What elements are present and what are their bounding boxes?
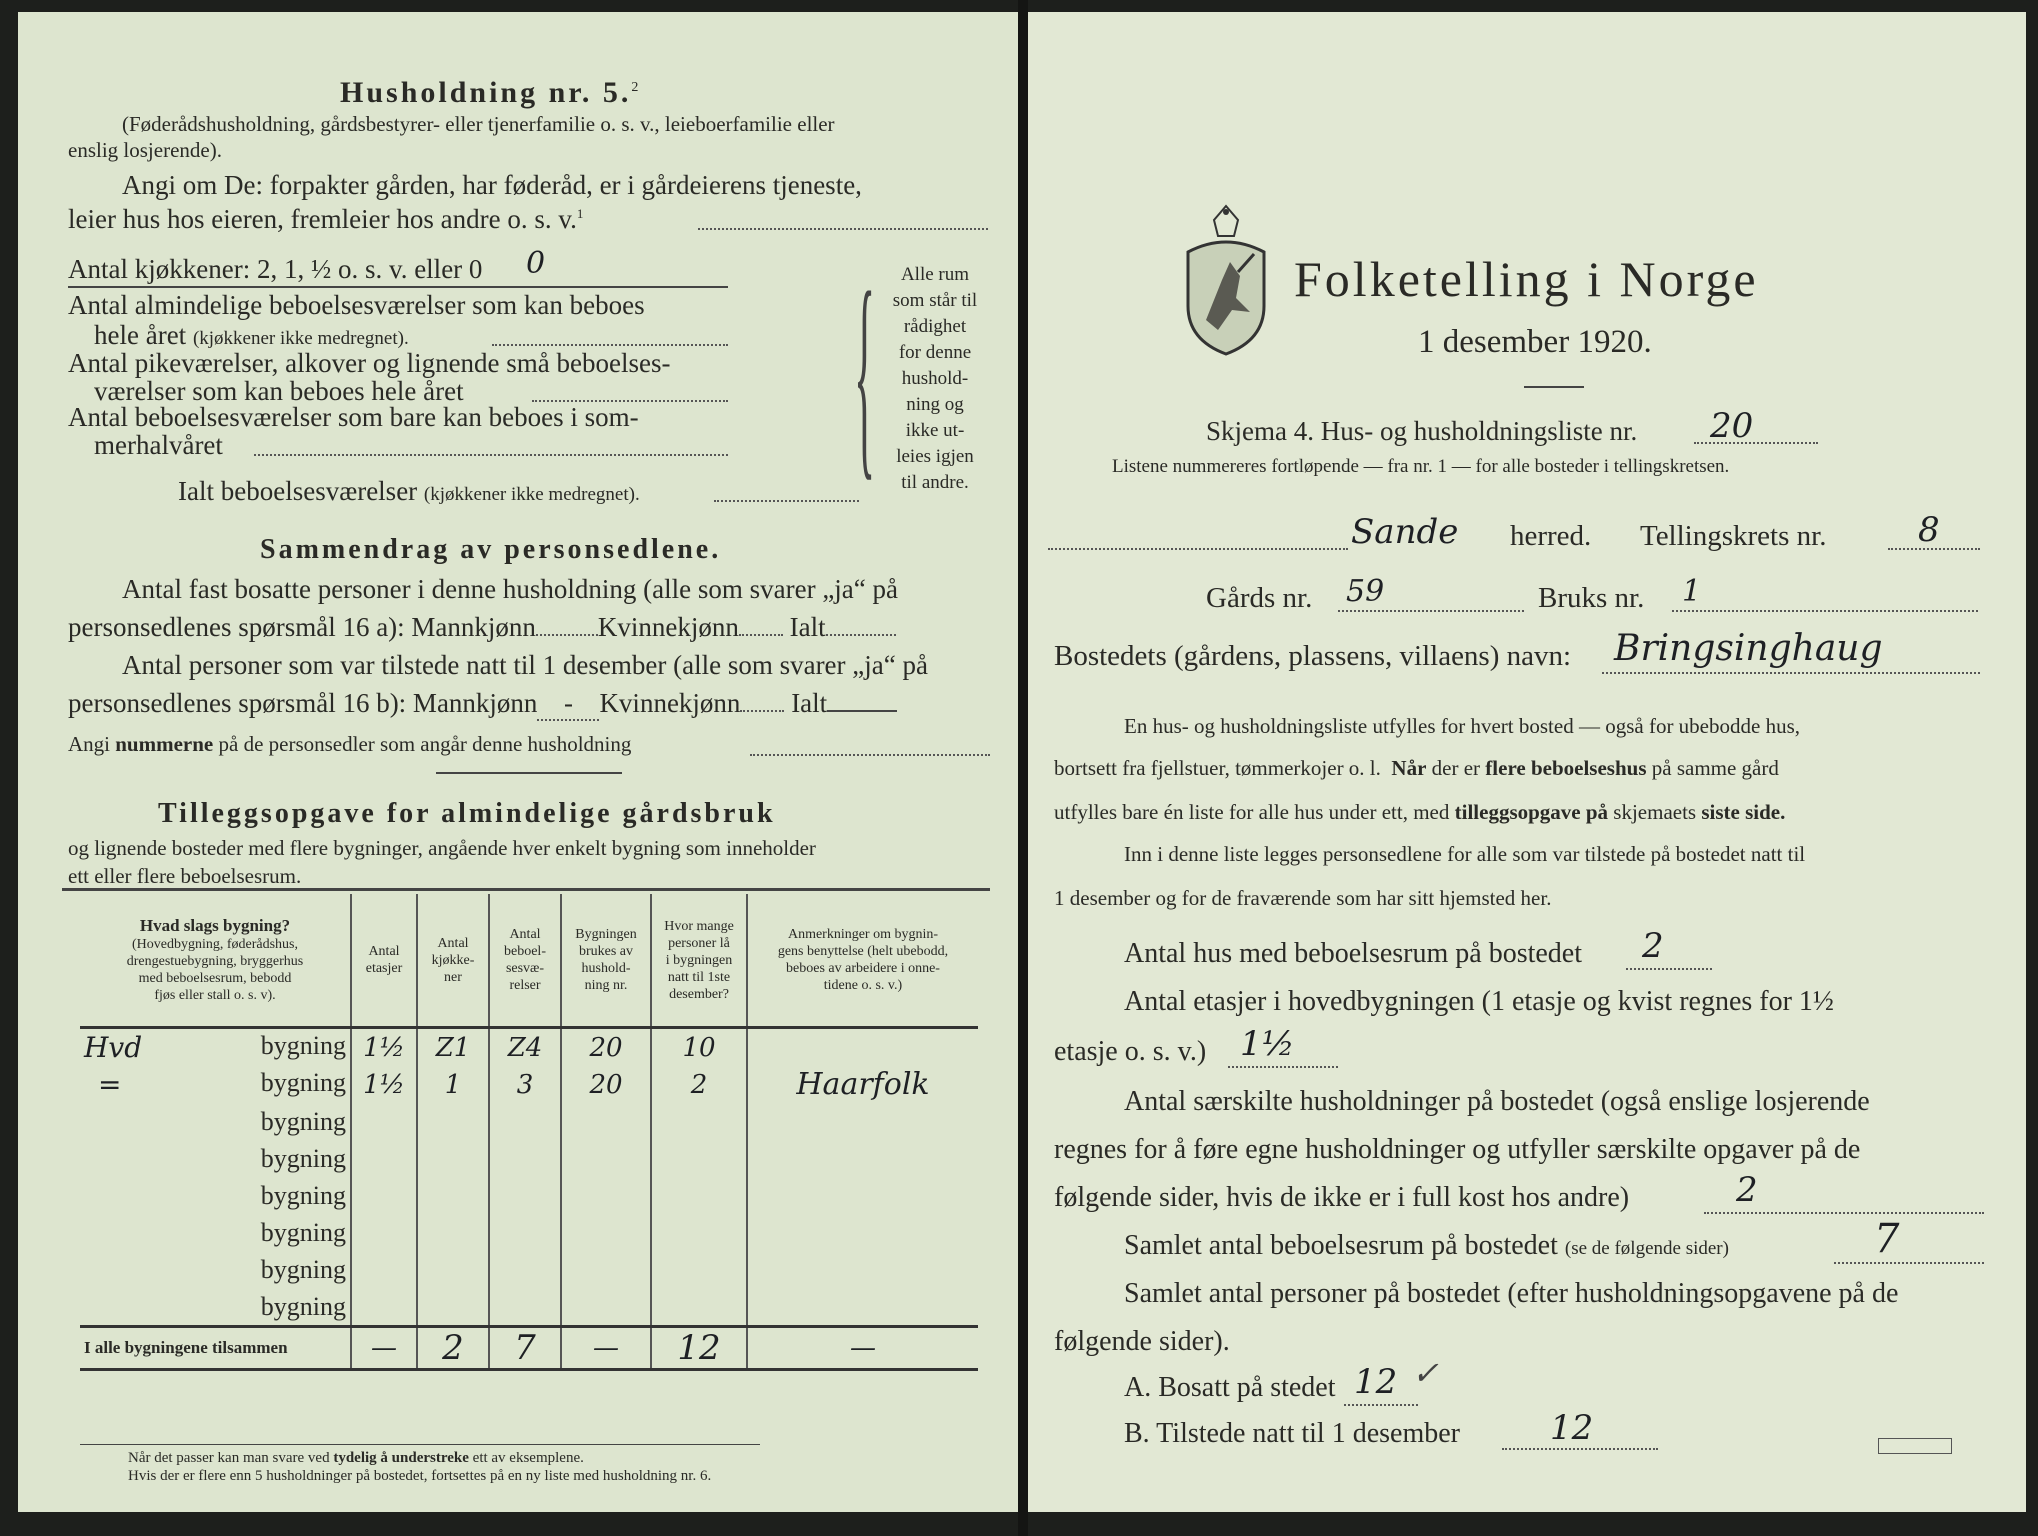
col-header-rooms: Antal beboel- sesvæ- relser (489, 894, 561, 1028)
col-header-kitchens: Antal kjøkke- ner (417, 894, 489, 1028)
gards-label: Gårds nr. (1206, 582, 1313, 614)
summary-2b: personsedlenes spørsmål 16 b): Mannkjønn - Kvinnekjønn Ialt (68, 688, 897, 721)
table-row: = bygning 1½ 1 3 20 2 Haarfolk (80, 1066, 978, 1103)
hus-label: Antal hus med beboelsesrum på bostedet (1124, 938, 1583, 969)
bosted-value: Bringsinghaug (1614, 628, 1883, 669)
tillegg-text-b: ett eller flere beboelsesrum. (68, 864, 302, 888)
table-row: bygning (80, 1214, 978, 1251)
table-total-row: I alle bygningene tilsammen — 2 7 — 12 — (80, 1327, 978, 1370)
kitchens-value: 0 (526, 246, 546, 281)
bosatt-label: A. Bosatt på stedet (1124, 1372, 1336, 1403)
hus-value: 2 (1642, 926, 1664, 966)
husholdninger-a: Antal særskilte husholdninger på bostedet (også enslige losjerende (1124, 1086, 1870, 1117)
bruks-value: 1 (1682, 574, 1702, 609)
etasjer-b: etasje o. s. v.) (1054, 1036, 1207, 1067)
rooms-3b: merhalvåret (94, 430, 223, 460)
col-header-household: Bygningen brukes av hushold- ning nr. (561, 894, 651, 1028)
total-rooms: Ialt beboelsesværelser (kjøkkener ikke medregnet). (178, 476, 640, 506)
rum-label: Samlet antal beboelsesrum på bostedet (se de følgende sider) (1124, 1230, 1729, 1261)
col-header-persons: Hvor mange personer lå i bygningen natt til 1ste desember? (651, 894, 747, 1028)
summary-title: Sammendrag av personsedlene. (260, 534, 722, 565)
gards-value: 59 (1346, 574, 1385, 609)
table-row: bygning (80, 1288, 978, 1327)
rooms-1b: hele året (kjøkkener ikke medregnet). (94, 320, 409, 350)
herred-value: Sande (1351, 512, 1459, 552)
table-row: bygning (80, 1177, 978, 1214)
numbers-line: Angi nummerne på de personsedler som angår denne husholdning (68, 732, 632, 756)
kitchens-label: Antal kjøkkener: 2, 1, ½ o. s. v. eller 0 (68, 254, 483, 284)
question-1b: leier hus hos eieren, fremleier hos andre o. s. v.$^1$ (68, 204, 584, 234)
page-spine (1018, 0, 1028, 1536)
personer-a: Samlet antal personer på bostedet (efter husholdningsopgavene på de (1124, 1278, 1899, 1309)
summary-2a: Antal personer som var tilstede natt til 1 desember (alle som svarer „ja“ på (122, 650, 928, 680)
tilstede-value: 12 (1550, 1408, 1594, 1448)
form-title: Folketelling i Norge (1294, 251, 1759, 307)
question-1a: Angi om De: forpakter gården, har føderåd, er i gårdeierens tjeneste, (122, 170, 862, 200)
husholdninger-c: følgende sider, hvis de ikke er i full kost hos andre) (1054, 1182, 1630, 1213)
table-row: Hvd bygning 1½ Z1 Z4 20 10 (80, 1028, 978, 1067)
rooms-3a: Antal beboelsesværelser som bare kan beboes i som- (68, 402, 639, 432)
husholdninger-value: 2 (1736, 1170, 1758, 1210)
tillegg-text-a: og lignende bosteder med flere bygninger, angående hver enkelt bygning som inneholder (68, 836, 816, 860)
tellingskrets-value: 8 (1918, 510, 1940, 550)
schema-number: 20 (1710, 406, 1754, 446)
form-date: 1 desember 1920. (1418, 324, 1652, 360)
etasjer-value: 1½ (1240, 1024, 1295, 1064)
summary-1b: personsedlenes spørsmål 16 a): Mannkjønn Kvinnekjønn Ialt (68, 612, 896, 643)
tilstede-label: B. Tilstede natt til 1 desember (1124, 1418, 1460, 1449)
buildings-table (80, 894, 978, 1371)
household-note: (Føderådshusholdning, gårdsbestyrer- eller tjenerfamilie o. s. v., leieboerfamilie eller (122, 112, 835, 136)
bosted-label: Bostedets (gårdens, plassens, villaens) navn: (1054, 640, 1572, 672)
side-note: Alle rum som står til rådighet for denne hushold- ning og ikke ut- leies igjen til andre. (892, 264, 978, 493)
rooms-2a: Antal pikeværelser, alkover og lignende små beboelses- (68, 348, 671, 378)
household-title: Husholdning nr. 5.$^2$ (340, 76, 639, 109)
table-row: bygning (80, 1103, 978, 1140)
bosatt-value: 12 (1354, 1362, 1398, 1402)
left-page (18, 12, 1018, 1512)
col-header-floors: Antal etasjer (351, 894, 417, 1028)
rooms-2b: værelser som kan beboes hele året (94, 376, 464, 406)
rum-value: 7 (1874, 1216, 1900, 1262)
husholdninger-b: regnes for å føre egne husholdninger og utfyller særskilte opgaver på de (1054, 1134, 1861, 1165)
instruction-2b: 1 desember og for de fraværende som har sitt hjemsted her. (1054, 886, 1552, 910)
table-row: bygning (80, 1251, 978, 1288)
instruction-1c: utfylles bare én liste for alle hus under ett, med tilleggsopgave på skjemaets siste side. (1054, 800, 1786, 824)
col-header-kind: Hvad slags bygning? (Hovedbygning, føderådshus, drengestuebygning, bryggerhus med beboelsesrum, bebodd fjøs eller stall o. s. v). (80, 894, 351, 1028)
tellingskrets-label: Tellingskrets nr. (1640, 520, 1827, 552)
household-note-2: enslig losjerende). (68, 138, 222, 162)
col-header-remarks: Anmerkninger om bygnin- gens benyttelse (helt ubebodd, beboes av arbeidere i onne- tidene o. s. v.) (747, 894, 978, 1028)
check-mark-icon: ✓ (1412, 1354, 1439, 1392)
rooms-1a: Antal almindelige beboelsesværelser som kan beboes (68, 290, 645, 320)
herred-label: herred. (1510, 520, 1592, 552)
personer-b: følgende sider). (1054, 1326, 1230, 1357)
instruction-1b: bortsett fra fjellstuer, tømmerkojer o. l. Når der er flere beboelseshus på samme gård (1054, 756, 1779, 780)
footnote-1: Når det passer kan man svare ved tydelig å understreke ett av eksemplene. (128, 1450, 584, 1466)
right-page (1028, 12, 2026, 1512)
coat-of-arms-icon (1178, 202, 1274, 362)
table-row: bygning (80, 1140, 978, 1177)
tillegg-title: Tilleggsopgave for almindelige gårdsbruk (158, 798, 776, 829)
instruction-2a: Inn i denne liste legges personsedlene for alle som var tilstede på bostedet natt til (1124, 842, 1806, 866)
etasjer-a: Antal etasjer i hovedbygningen (1 etasje og kvist regnes for 1½ (1124, 986, 1834, 1017)
schema-line: Skjema 4. Hus- og husholdningsliste nr. (1206, 416, 1638, 446)
bruks-label: Bruks nr. (1538, 582, 1645, 614)
summary-1a: Antal fast bosatte personer i denne husholdning (alle som svarer „ja“ på (122, 574, 898, 604)
instruction-1a: En hus- og husholdningsliste utfylles for hvert bosted — også for ubebodde hus, (1124, 714, 1800, 738)
brace: { (854, 246, 876, 502)
listene-note: Listene nummereres fortløpende — fra nr. 1 — for alle bosteder i tellingskretsen. (1112, 456, 1730, 477)
footnote-2: Hvis der er flere enn 5 husholdninger på bostedet, fortsettes på en ny liste med husholdning nr. 6. (128, 1468, 712, 1484)
printer-stamp (1878, 1438, 1952, 1454)
